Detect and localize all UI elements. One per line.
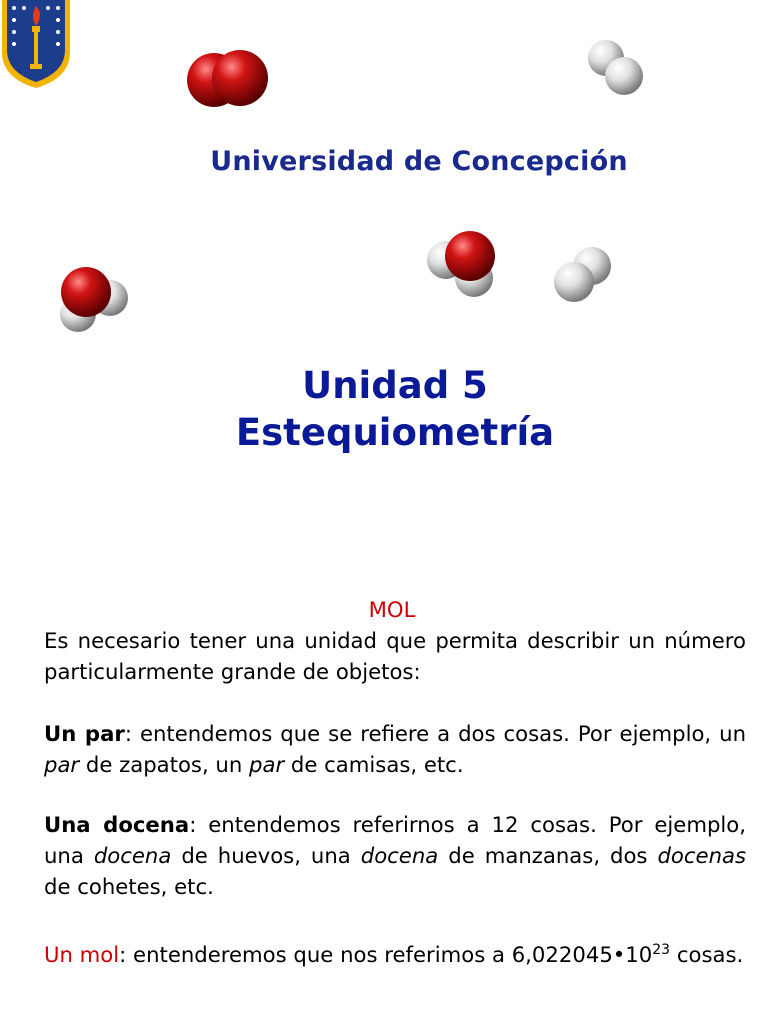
mol-term: Un mol — [44, 942, 120, 967]
mol-paragraph: Un mol: entenderemos que nos referimos a $6,022045•10^{23}$ cosas. — [44, 942, 744, 967]
par-paragraph: Un par: entendemos que se refiere a dos cosas. Por ejemplo, un par de zapatos, un par de camisas, etc. — [44, 721, 746, 777]
docena-paragraph: Una docena: entendemos referirnos a 12 cosas. Por ejemplo, una docena de huevos, una docena de manzanas, dos docenas de cohetes, etc. — [44, 812, 747, 899]
hydrogen-molecule-icon — [584, 38, 648, 100]
university-name: Universidad de Concepción — [210, 146, 628, 177]
unit-number: Unidad 5 — [302, 364, 488, 407]
water-molecule-icon — [54, 262, 132, 336]
hydrogen-molecule-icon — [550, 244, 616, 306]
mol-section — [38, 594, 746, 970]
docena-term: Una docena — [44, 812, 190, 837]
university-shield-logo — [0, 0, 72, 90]
section-heading: MOL — [368, 597, 416, 622]
water-molecule-icon — [424, 228, 500, 300]
par-term: Un par — [44, 721, 125, 746]
page-title — [0, 362, 768, 456]
intro-paragraph: Es necesario tener una unidad que permita describir un número particularmente grande de objetos: — [44, 628, 746, 684]
unit-subject: Estequiometría — [235, 411, 555, 454]
oxygen-molecule-icon — [184, 48, 274, 114]
